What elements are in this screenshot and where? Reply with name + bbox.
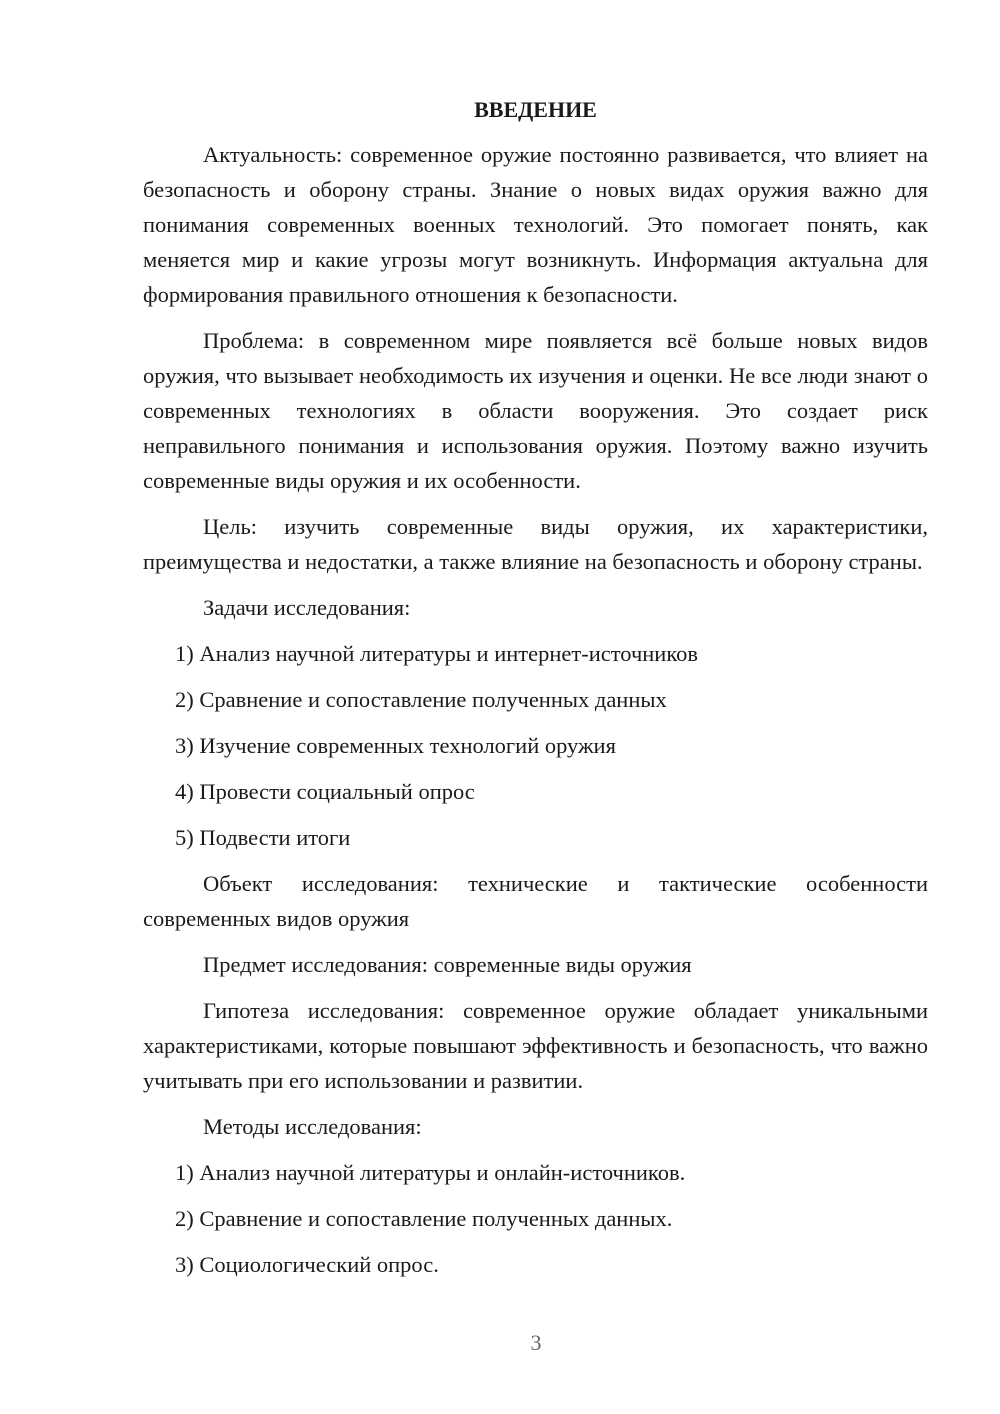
- task-item: 1) Анализ научной литературы и интернет-источников: [175, 641, 699, 666]
- tasks-heading: Задачи исследования:: [203, 595, 411, 620]
- method-item: 3) Социологический опрос.: [175, 1252, 439, 1277]
- method-item: 2) Сравнение и сопоставление полученных данных.: [175, 1206, 673, 1231]
- methods-heading: Методы исследования:: [203, 1114, 422, 1139]
- document-page: [143, 95, 928, 1293]
- page-number: 3: [530, 1330, 542, 1355]
- relevance-paragraph: Актуальность: современное оружие постоянно развивается, что влияет на безопасность и оборону страны. Знание о новых видах оружия важно для понимания современных военных технологий. Это помогает понять, как меняется мир и какие угрозы могут возникнуть. Информация актуальна для формирования правильного отношения к безопасности.: [143, 142, 928, 307]
- method-item: 1) Анализ научной литературы и онлайн-источников.: [175, 1160, 686, 1185]
- object-paragraph: Объект исследования: технические и тактические особенности современных видов оружия: [143, 871, 928, 931]
- task-item: 2) Сравнение и сопоставление полученных данных: [175, 687, 667, 712]
- goal-paragraph: Цель: изучить современные виды оружия, их характеристики, преимущества и недостатки, а также влияние на безопасность и оборону страны.: [143, 514, 928, 574]
- hypothesis-paragraph: Гипотеза исследования: современное оружие обладает уникальными характеристиками, которые повышают эффективность и безопасность, что важно учитывать при его использовании и развитии.: [143, 998, 928, 1093]
- subject-paragraph: Предмет исследования: современные виды оружия: [203, 952, 692, 977]
- task-item: 4) Провести социальный опрос: [175, 779, 475, 804]
- section-title: ВВЕДЕНИЕ: [474, 97, 597, 122]
- task-item: 3) Изучение современных технологий оружия: [175, 733, 616, 758]
- task-item: 5) Подвести итоги: [175, 825, 351, 850]
- problem-paragraph: Проблема: в современном мире появляется всё больше новых видов оружия, что вызывает необходимость их изучения и оценки. Не все люди знают о современных технологиях в области вооружения. Это создает риск неправильного понимания и использования оружия. Поэтому важно изучить современные виды оружия и их особенности.: [143, 328, 928, 493]
